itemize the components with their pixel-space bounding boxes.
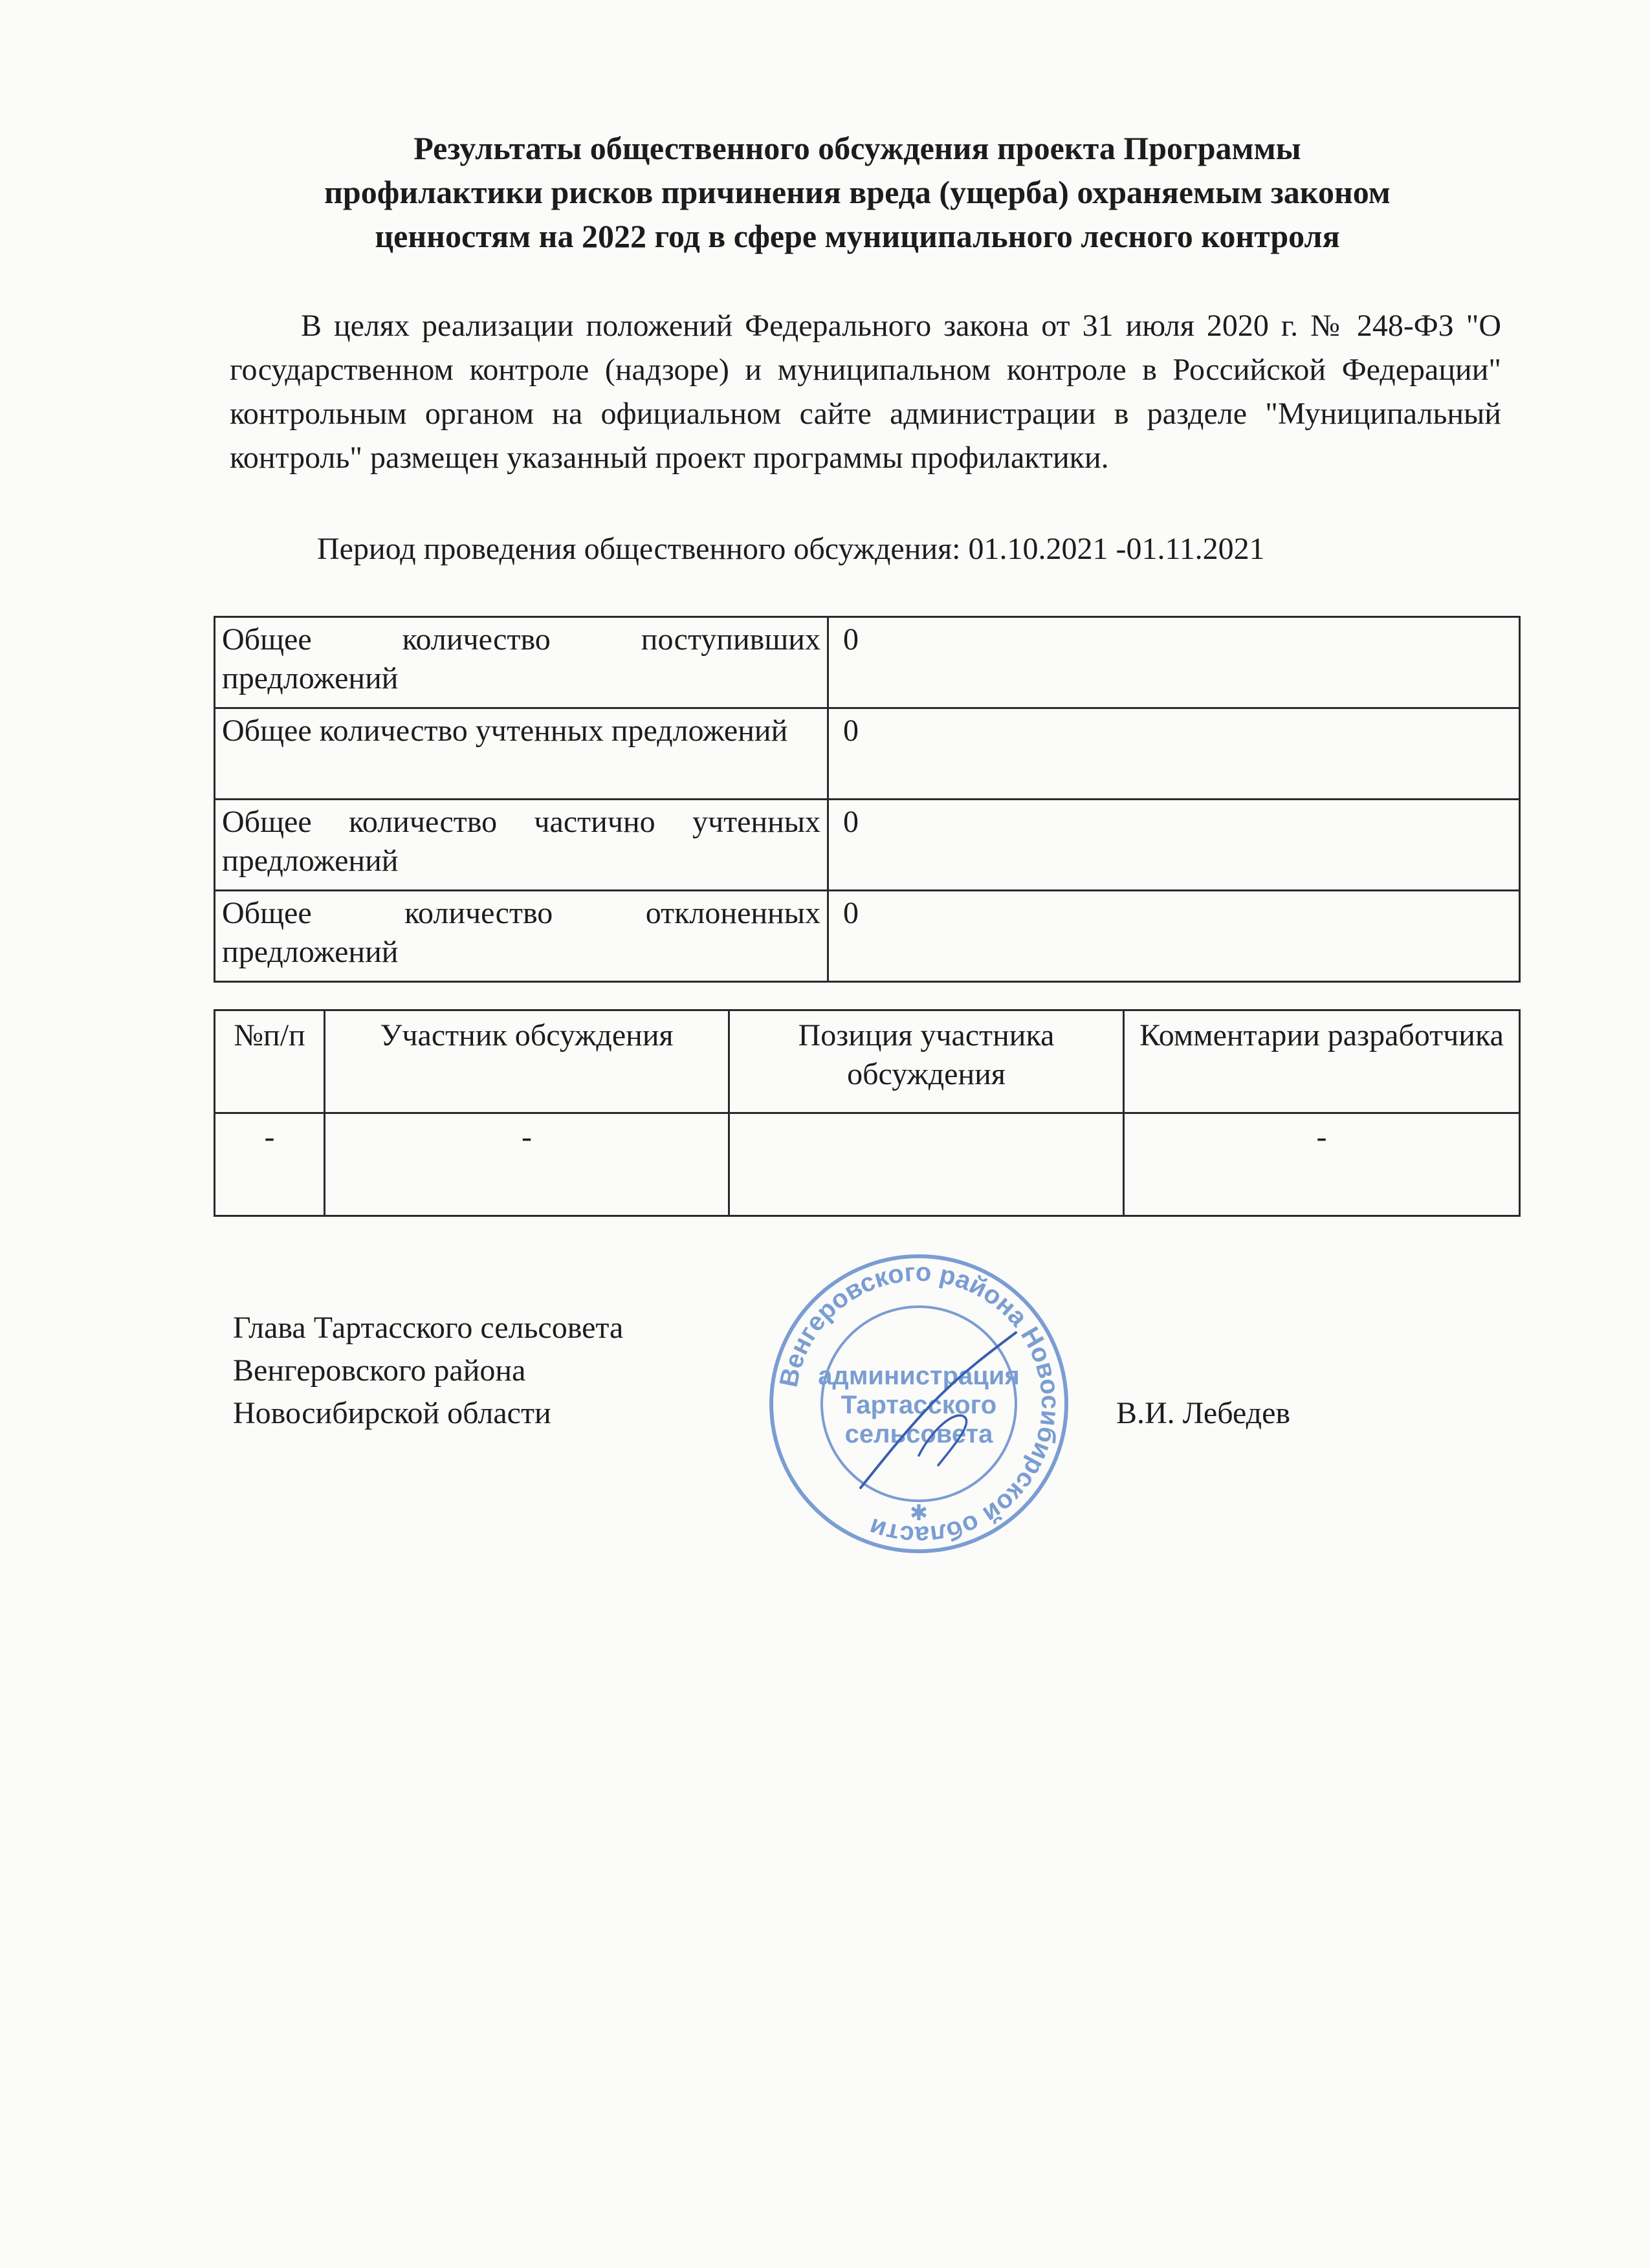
summary-value: 0 — [828, 708, 1520, 800]
table-row — [215, 800, 1520, 891]
summary-label: Общее количество учтенных предложений — [215, 708, 828, 800]
title-line-1: Результаты общественного обсуждения проекта Программы — [413, 130, 1301, 166]
table-row — [215, 708, 1520, 800]
summary-value: 0 — [828, 891, 1520, 982]
header-comments: Комментарии разработчика — [1124, 1010, 1520, 1113]
handwritten-signature — [841, 1326, 1035, 1507]
stamp-center-line-2: Тартасского — [841, 1391, 997, 1419]
signatory-name: В.И. Лебедев — [1116, 1396, 1291, 1430]
participants-table — [214, 1009, 1521, 1217]
intro-paragraph — [230, 304, 1501, 480]
document-title — [214, 126, 1501, 258]
cell-participant: - — [325, 1113, 729, 1216]
stamp-star-icon: ✱ — [909, 1501, 929, 1525]
title-line-3: ценностям на 2022 год в сфере муниципального лесного контроля — [375, 218, 1340, 254]
signatory-title — [233, 1307, 623, 1435]
header-number: №п/п — [215, 1010, 325, 1113]
cell-position — [729, 1113, 1124, 1216]
stamp-center-line-3: сельсовета — [844, 1420, 993, 1448]
discussion-period: Период проведения общественного обсуждения: 01.10.2021 -01.11.2021 — [317, 532, 1265, 566]
table-row — [215, 617, 1520, 708]
table-row — [215, 891, 1520, 982]
summary-label: Общее количество поступивших предложений — [215, 617, 828, 708]
intro-text: В целях реализации положений Федерального закона от 31 июля 2020 г. № 248-ФЗ "О государственном контроле (надзоре) и муниципальном контроле в Российской Федерации" контрольным органом на официальном сайте администрации в разделе "Муниципальный контроль" размещен указанный проект программы профилактики. — [230, 309, 1501, 475]
summary-table — [214, 616, 1521, 983]
signatory-line-3: Новосибирской области — [233, 1396, 551, 1430]
summary-value: 0 — [828, 800, 1520, 891]
summary-label: Общее количество частично учтенных предложений — [215, 800, 828, 891]
signatory-line-1: Глава Тартасского сельсовета — [233, 1311, 624, 1345]
cell-comments: - — [1124, 1113, 1520, 1216]
stamp-center-line-1: администрация — [818, 1362, 1020, 1390]
table-row — [215, 1113, 1520, 1216]
header-participant: Участник обсуждения — [325, 1010, 729, 1113]
signatory-line-2: Венгеровского района — [233, 1353, 526, 1388]
summary-label: Общее количество отклоненных предложений — [215, 891, 828, 982]
summary-value: 0 — [828, 617, 1520, 708]
title-line-2: профилактики рисков причинения вреда (ущерба) охраняемым законом — [324, 174, 1391, 210]
header-position: Позиция участника обсуждения — [729, 1010, 1124, 1113]
stamp-ring-text: Венгеровского района Новосибирской области — [774, 1258, 1065, 1550]
cell-number: - — [215, 1113, 325, 1216]
table-header-row — [215, 1010, 1520, 1113]
